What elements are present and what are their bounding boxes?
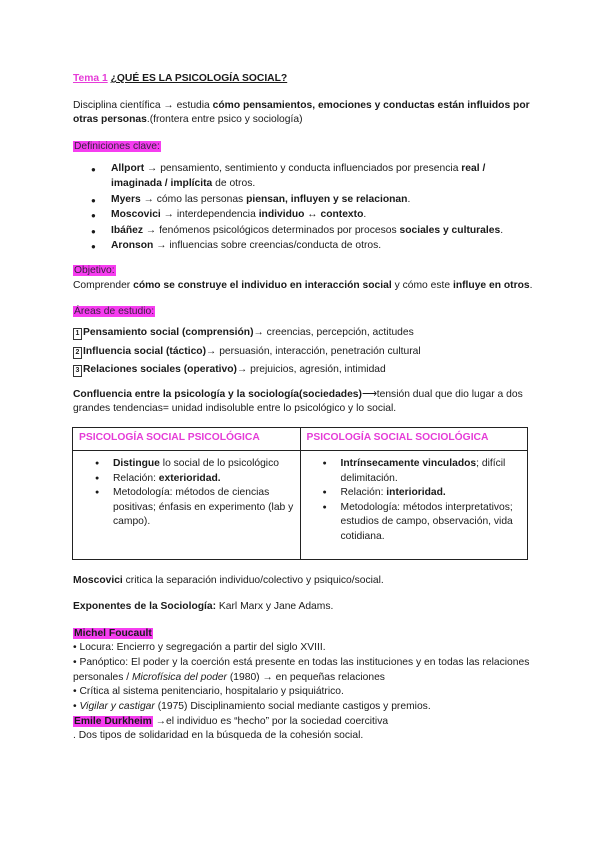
list-item: ● Distingue lo social de lo psicológico [113,457,294,472]
intro-paragraph: Disciplina científica → estudia cómo pensamientos, emociones y conductas están influidos por otras personas.(frontera entre psico y sociología) [73,99,530,126]
list-item: ● Metodología: métodos de ciencias positivas; énfasis en experimento (lab y campo). [113,486,294,530]
list-item: ● Allport → pensamiento, sentimiento y conducta influenciados por presencia real / imaginada / implícita de otros. [111,162,533,191]
definiciones-list [73,162,533,254]
list-item: ● Ibáñez → fenómenos psicológicos determinados por procesos sociales y culturales. [111,224,533,239]
list-item: ● Myers → cómo las personas piensan, influyen y se relacionan. [111,193,533,208]
durkheim-heading: Emile Durkheim [74,715,152,727]
areas-heading: Áreas de estudio: [74,306,155,318]
number-two-icon: 2 [73,347,82,359]
exponentes-paragraph: Exponentes de la Sociología: Karl Marx y Jane Adams. [73,601,334,613]
list-item: ● Aronson → influencias sobre creencias/conducta de otros. [111,239,533,254]
definiciones-heading: Definiciones clave: [74,140,160,152]
page-title [73,72,533,87]
confluencia-paragraph: Confluencia entre la psicología y la sociología(sociedades)⟶tensión dual que dio lugar a dos grandes tendencias= unidad indisoluble entre lo psicológico y lo social. [73,388,523,415]
list-item: ● Relación: interioridad. [341,486,522,501]
foucault-section: Michel Foucault • Locura: Encierro y segregación a partir del siglo XVIII. • Panóptico: El poder y la coerción está presente en todas las instituciones y en todas las relaciones personales / Microfísica del poder (1980) → en pequeñas relaciones • Crítica al sistema penitenciario, hospitalario y psiquiátrico. • Vigilar y castigar (1975) Disciplinamiento social mediante castigos y premios. [73,627,533,715]
objetivo-paragraph: Comprender cómo se construye el individuo en interacción social y cómo este influye en otros. [73,279,533,291]
table-cell-sociologica [300,450,528,559]
list-item: ● Relación: exterioridad. [113,472,294,487]
list-item: ● Intrínsecamente vinculados; difícil delimitación. [341,457,522,486]
list-item: ● Moscovici → interdependencia individuo ↔ contexto. [111,208,533,223]
number-one-icon: 1 [73,328,82,340]
area-item: 2 Influencia social (táctico) → persuasión, interacción, penetración cultural [73,345,533,360]
area-item: 3 Relaciones sociales (operativo) → prejuicios, agresión, intimidad [73,363,533,378]
table-cell-psicologica [73,450,301,559]
list-item: ● Metodología: métodos interpretativos; estudios de campo, observación, vida cotidiana. [341,501,522,545]
table-header-psicologica: PSICOLOGÍA SOCIAL PSICOLÓGICA [73,427,301,450]
number-three-icon: 3 [73,365,82,377]
title-question: ¿QUÉ ES LA PSICOLOGÍA SOCIAL? [110,73,288,84]
table-header-sociologica: PSICOLOGÍA SOCIAL SOCIOLÓGICA [300,427,528,450]
document-page [73,72,533,744]
tema-label: Tema 1 [73,73,108,84]
durkheim-section: Emile Durkheim →el individuo es “hecho” por la sociedad coercitiva . Dos tipos de solidaridad en la búsqueda de la cohesión social. [73,715,389,742]
area-item: 1 Pensamiento social (comprensión) → creencias, percepción, actitudes [73,326,533,341]
objetivo-heading: Objetivo: [74,265,115,277]
foucault-heading: Michel Foucault [74,627,152,639]
comparison-table [72,427,528,560]
moscovici-paragraph: Moscovici critica la separación individuo/colectivo y psiquico/social. [73,574,384,586]
